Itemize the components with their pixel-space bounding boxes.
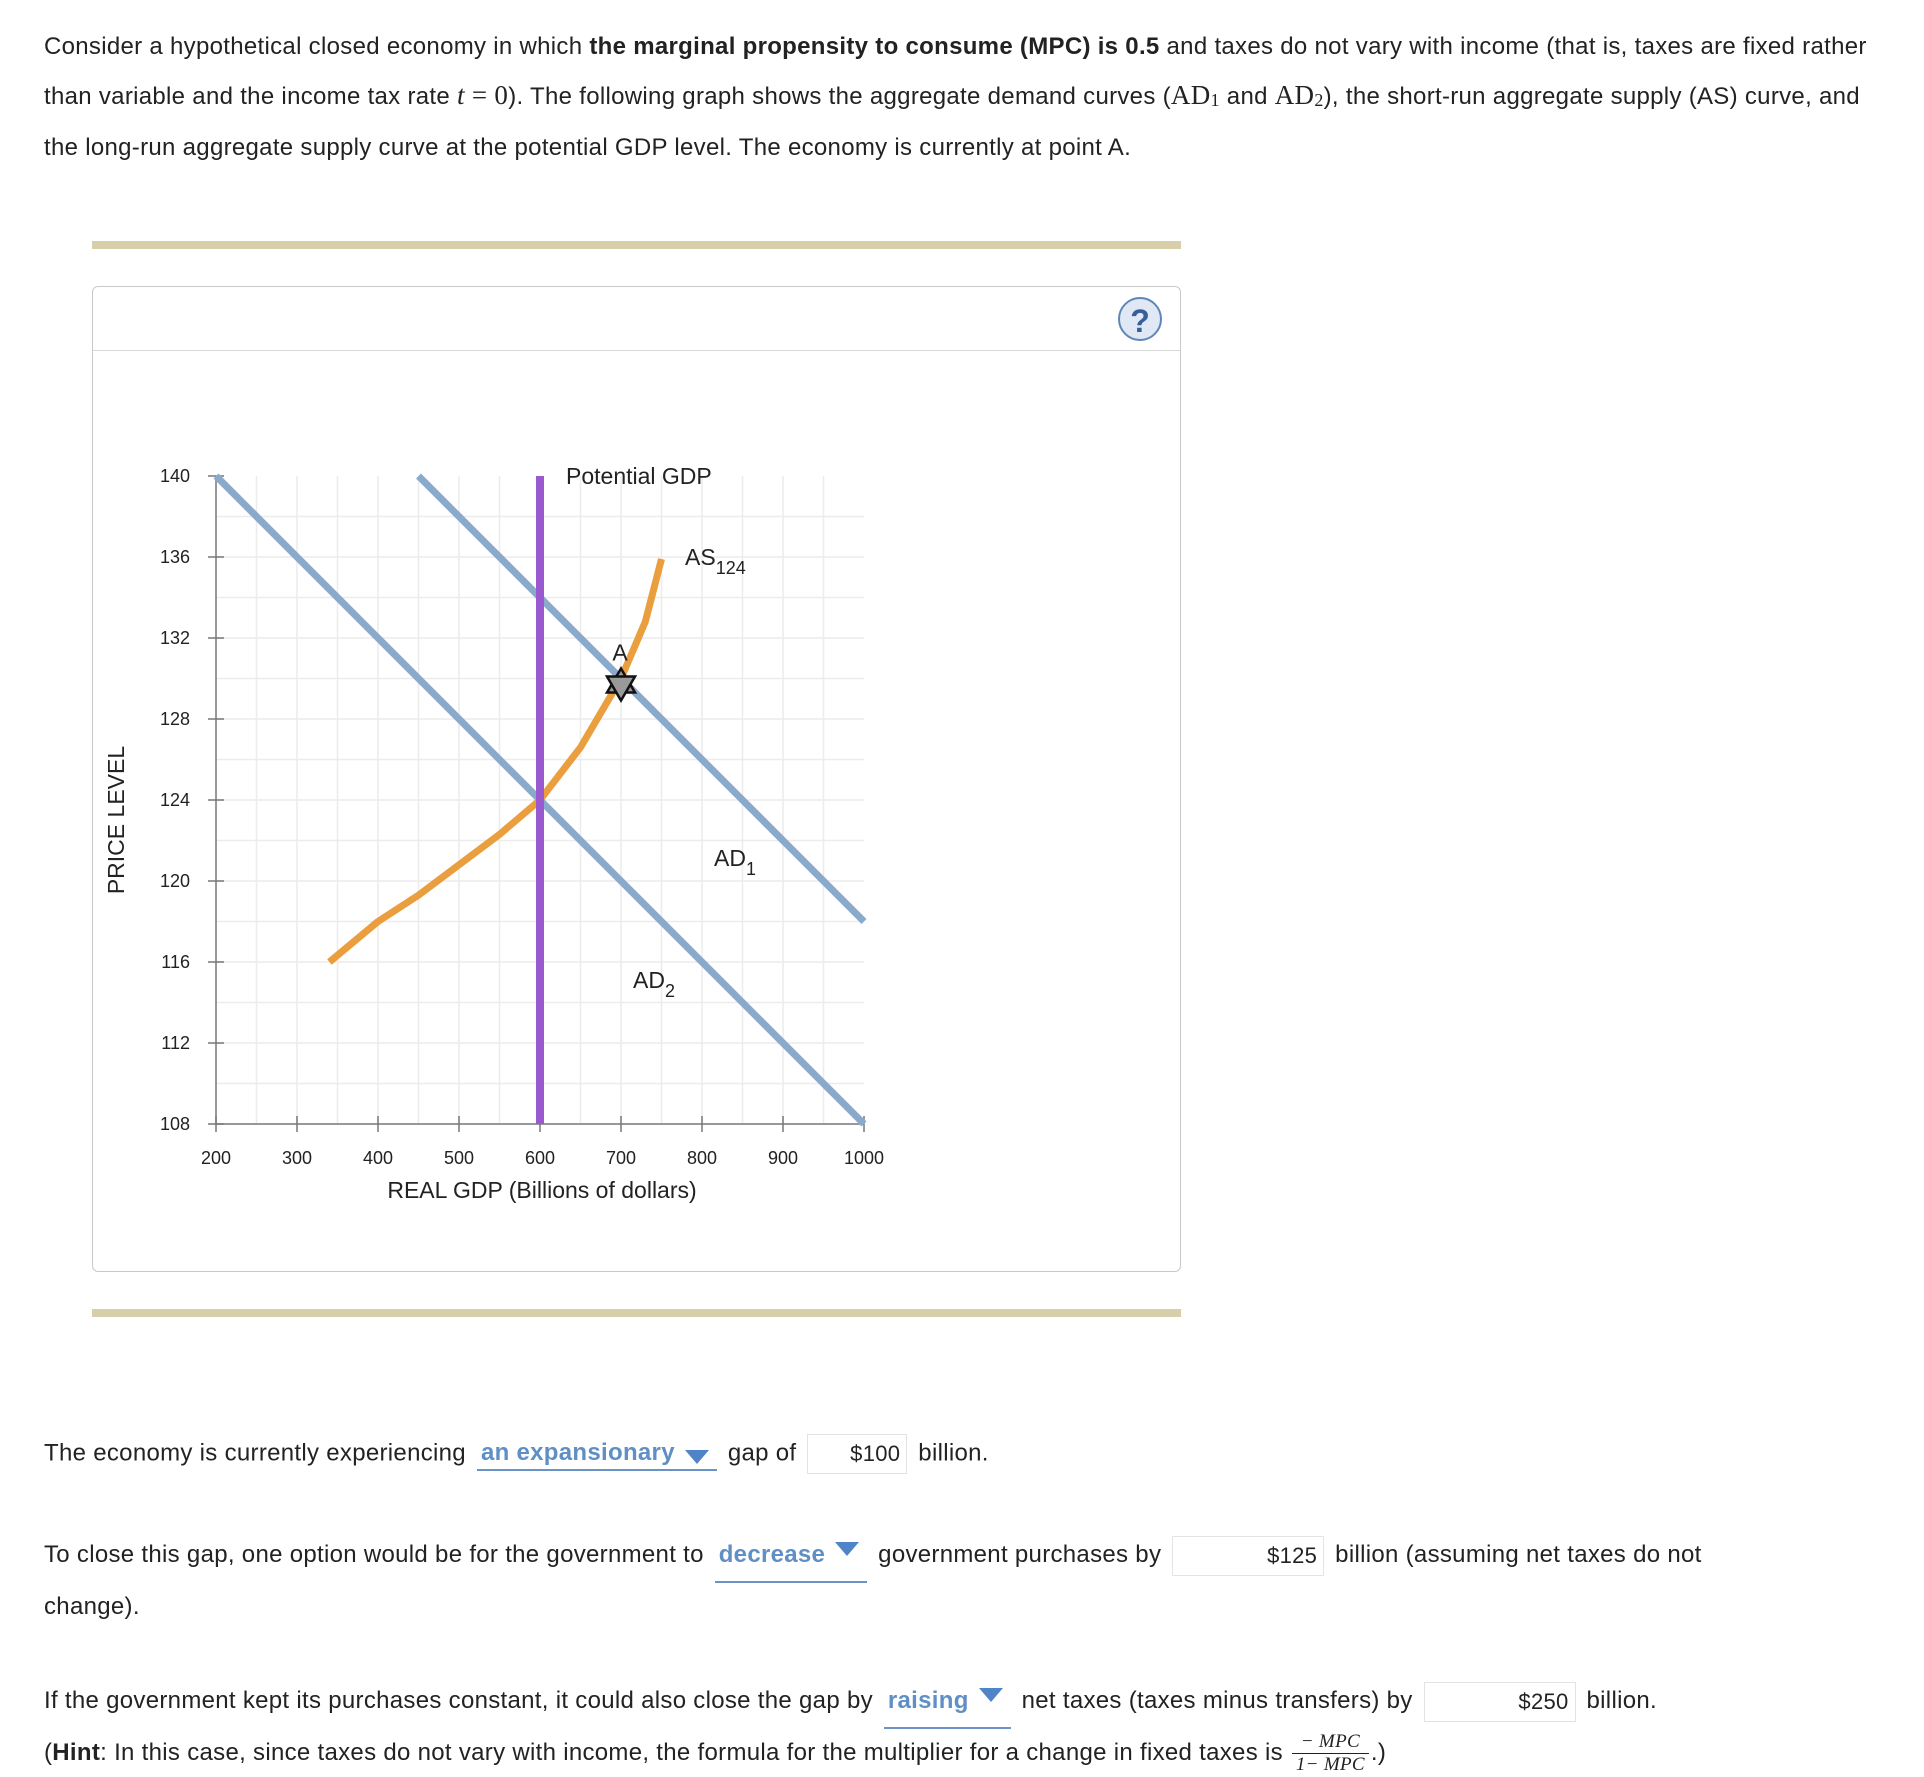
fraction-denominator: 1− MPC bbox=[1295, 1754, 1365, 1776]
q1-mid: gap of bbox=[720, 1439, 804, 1467]
tax-rate-var: t bbox=[456, 80, 465, 110]
y-tick-label: 116 bbox=[161, 952, 190, 972]
hint-text: : In this case, since taxes do not vary with income, the formula for the multiplier for a change in fixed taxes is bbox=[100, 1739, 1290, 1766]
help-icon[interactable]: ? bbox=[1118, 297, 1162, 341]
x-tick-label: 600 bbox=[524, 1148, 556, 1168]
ad2-symbol: AD2 bbox=[1274, 80, 1324, 110]
y-tick-label: 124 bbox=[159, 790, 190, 810]
hint-close: .) bbox=[1370, 1739, 1387, 1766]
series-label-potential-gdp: Potential GDP bbox=[566, 463, 712, 489]
hint-label: Hint bbox=[52, 1739, 101, 1766]
graph-bottom-rule bbox=[92, 1309, 1181, 1317]
q1-pre: The economy is currently experiencing bbox=[44, 1439, 473, 1467]
x-axis-label: REAL GDP (Billions of dollars) bbox=[387, 1177, 697, 1203]
y-tick-label: 120 bbox=[159, 871, 190, 891]
y-tick-label: 132 bbox=[159, 628, 190, 648]
series-label-ad1: $AD_1$ bbox=[714, 845, 756, 879]
q2-post: billion (assuming net taxes do not bbox=[1328, 1541, 1702, 1568]
x-tick-label: 400 bbox=[362, 1148, 394, 1168]
intro-text-2: and taxes do not vary with income (that is, taxes are fixed rather than variable and the income tax rate bbox=[44, 33, 1867, 110]
x-tick-label: 900 bbox=[767, 1148, 799, 1168]
y-axis-label: PRICE LEVEL bbox=[103, 745, 129, 895]
series-line-as124 bbox=[329, 559, 661, 962]
x-tick-label: 700 bbox=[605, 1148, 637, 1168]
chevron-down-icon bbox=[685, 1450, 709, 1464]
taxes-direction-dropdown[interactable]: raising bbox=[884, 1677, 1011, 1729]
intro-mpc-bold: the marginal propensity to consume (MPC) is 0.5 bbox=[589, 33, 1160, 60]
y-tick-label: 112 bbox=[161, 1033, 190, 1053]
series-label-as124: $AS_{124}$ bbox=[685, 544, 746, 578]
x-tick-label: 300 bbox=[281, 1148, 313, 1168]
q3-post: billion. bbox=[1579, 1687, 1657, 1714]
q3-mid: net taxes (taxes minus transfers) by bbox=[1014, 1687, 1420, 1714]
intro-and: and bbox=[1219, 83, 1275, 110]
q2-mid: government purchases by bbox=[871, 1541, 1169, 1568]
question-purchases bbox=[44, 1531, 1904, 1631]
x-tick-label: 500 bbox=[443, 1148, 475, 1168]
multiplier-fraction bbox=[1292, 1731, 1369, 1776]
taxes-answer-input[interactable]: $250 bbox=[1424, 1682, 1576, 1722]
chevron-down-icon bbox=[979, 1688, 1003, 1702]
gap-answer-input[interactable]: $100 bbox=[807, 1434, 907, 1474]
y-tick-label: 128 bbox=[159, 709, 190, 729]
y-tick-label: 108 bbox=[159, 1114, 190, 1134]
q1-post: billion. bbox=[911, 1439, 989, 1467]
q3-pre: If the government kept its purchases constant, it could also close the gap by bbox=[44, 1687, 880, 1714]
series-label-ad2: $AD_2$ bbox=[633, 967, 675, 1001]
q2-pre: To close this gap, one option would be for the government to bbox=[44, 1541, 711, 1568]
intro-text-4: ), the short-run aggregate supply (AS) curve, and the long-run aggregate supply curve at the potential GDP level. The economy is currently at point A. bbox=[44, 83, 1860, 161]
x-tick-label: 800 bbox=[686, 1148, 718, 1168]
series-line-ad1 bbox=[419, 476, 865, 922]
hint-open: ( bbox=[44, 1739, 53, 1766]
tax-rate-eq: = 0 bbox=[464, 80, 509, 110]
x-tick-label: 1000 bbox=[843, 1148, 885, 1168]
purchases-direction-dropdown[interactable]: decrease bbox=[715, 1531, 868, 1583]
chevron-down-icon bbox=[835, 1542, 859, 1556]
question-gap bbox=[44, 1434, 989, 1474]
ad1-symbol: AD1 bbox=[1170, 80, 1220, 110]
y-tick-label: 136 bbox=[159, 547, 190, 567]
fraction-numerator: − MPC bbox=[1292, 1731, 1369, 1754]
intro-text-1: Consider a hypothetical closed economy in which bbox=[44, 33, 590, 60]
intro-text-3: ). The following graph shows the aggregate demand curves ( bbox=[508, 83, 1171, 110]
y-tick-label: 140 bbox=[159, 466, 190, 486]
question-taxes bbox=[44, 1677, 1914, 1777]
purchases-answer-input[interactable]: $125 bbox=[1172, 1536, 1324, 1576]
q2-post2: change). bbox=[44, 1593, 140, 1620]
x-tick-label: 200 bbox=[200, 1148, 232, 1168]
gap-type-dropdown[interactable]: an expansionary bbox=[477, 1439, 717, 1471]
point-label: A bbox=[612, 639, 628, 666]
